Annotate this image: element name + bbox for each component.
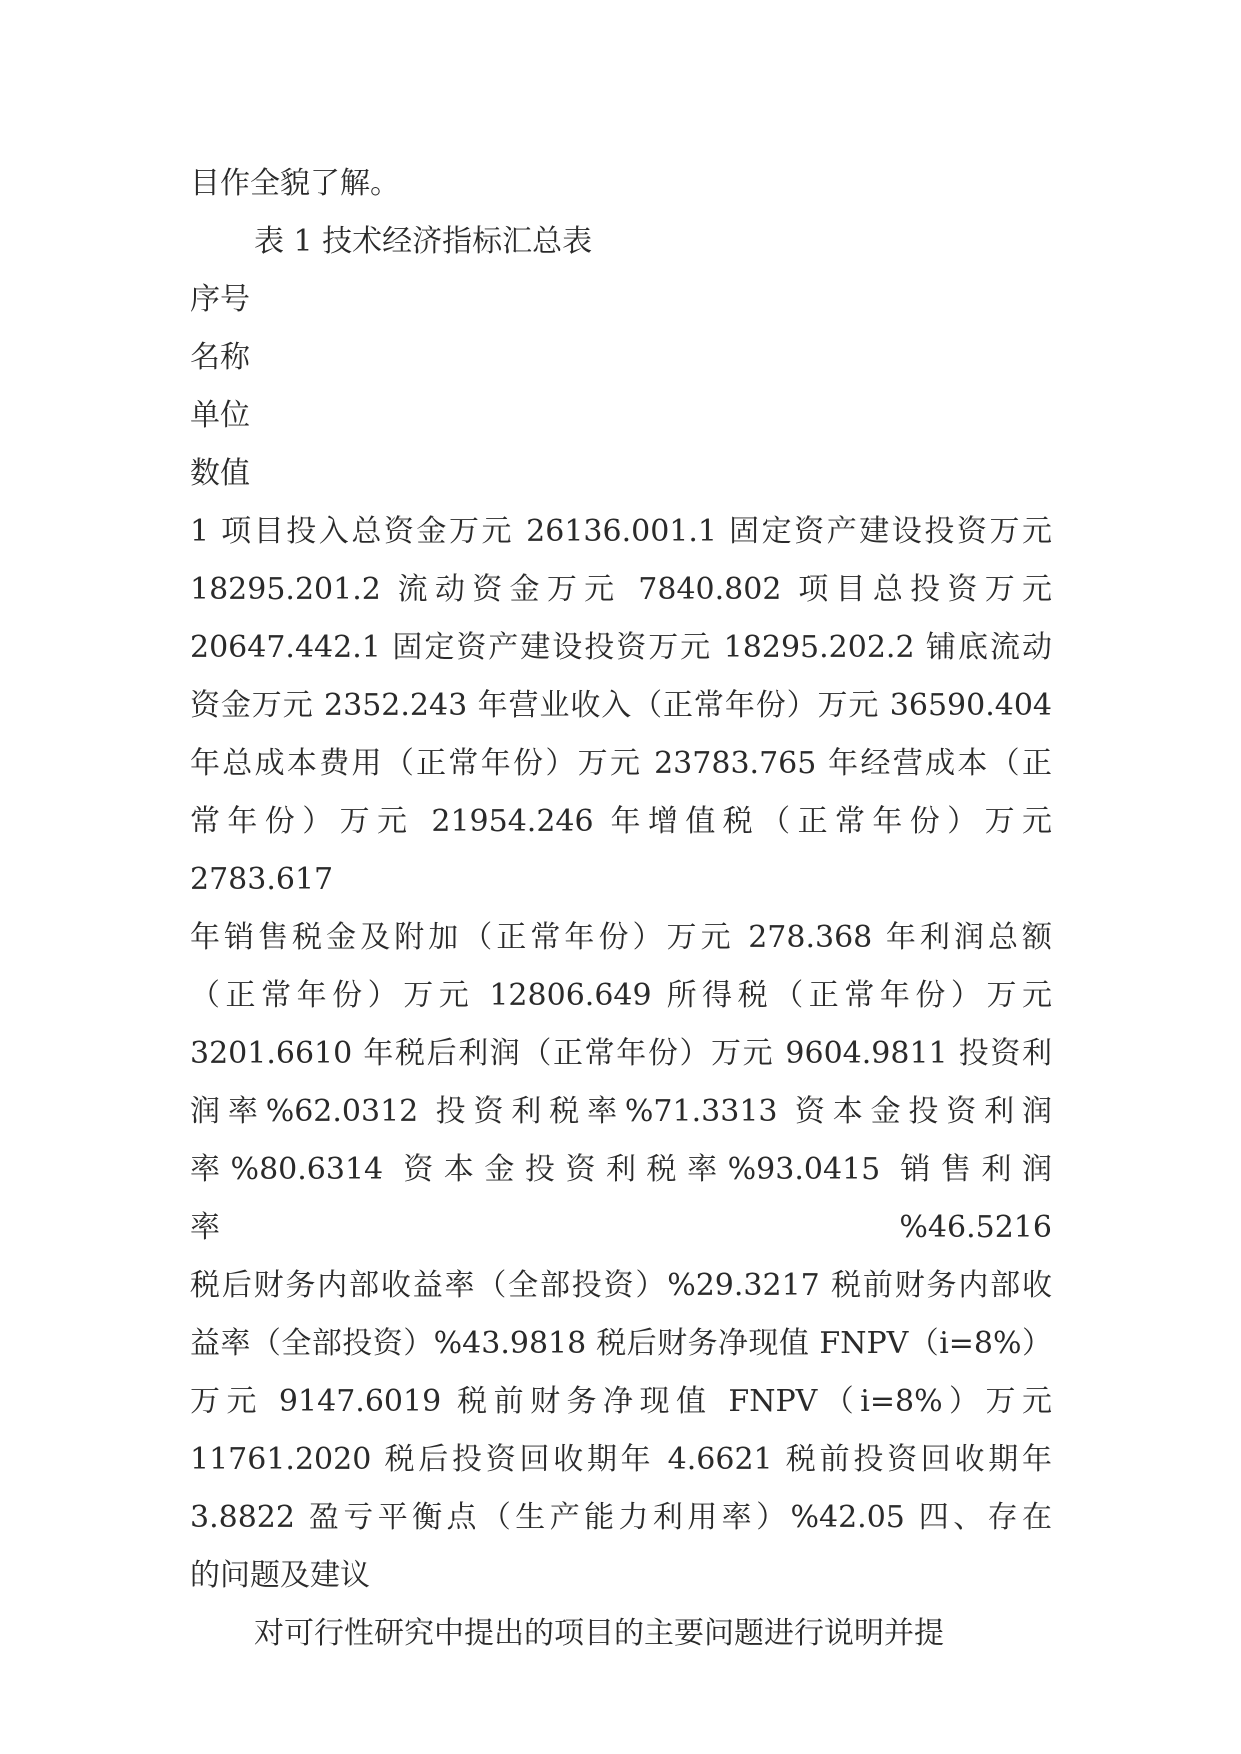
table-header-unit: 单位	[190, 398, 250, 433]
document-body	[190, 155, 1052, 1663]
table-body-line: 3201.6610 年税后利润（正常年份）万元 9604.9811 投资利	[190, 1036, 1052, 1071]
table-body-line: 年销售税金及附加（正常年份）万元 278.368 年利润总额	[190, 920, 1052, 955]
table-body-line: 润率%62.0312 投资利税率%71.3313 资本金投资利润	[190, 1094, 1052, 1129]
table-body-line: 率%80.6314 资本金投资利税率%93.0415 销售利润率%46.5216	[190, 1152, 1052, 1245]
table-body-line: 11761.2020 税后投资回收期年 4.6621 税前投资回收期年	[190, 1442, 1052, 1477]
intro-tail: 目作全貌了解。	[190, 166, 400, 201]
table-body-line: 年总成本费用（正常年份）万元 23783.765 年经营成本（正	[190, 746, 1052, 781]
table-header-index: 序号	[190, 282, 250, 317]
table-body-line: 常年份）万元 21954.246 年增值税（正常年份）万元 2783.617	[190, 804, 1052, 897]
table-body-line: （正常年份）万元 12806.649 所得税（正常年份）万元	[190, 978, 1052, 1013]
table-body-line: 益率（全部投资）%43.9818 税后财务净现值 FNPV（i=8%）	[190, 1326, 1052, 1361]
table-body-line: 万元 9147.6019 税前财务净现值 FNPV（i=8%）万元	[190, 1384, 1052, 1419]
table-header-value: 数值	[190, 456, 250, 491]
table-body-line: 20647.442.1 固定资产建设投资万元 18295.202.2 铺底流动	[190, 630, 1052, 665]
table-body-line: 3.8822 盈亏平衡点（生产能力利用率）%42.05 四、存在	[190, 1500, 1052, 1535]
closing-paragraph: 对可行性研究中提出的项目的主要问题进行说明并提	[254, 1616, 944, 1651]
table-body-line: 18295.201.2 流动资金万元 7840.802 项目总投资万元	[190, 572, 1052, 607]
table-body-line: 税后财务内部收益率（全部投资）%29.3217 税前财务内部收	[190, 1268, 1052, 1303]
table-body-line: 1 项目投入总资金万元 26136.001.1 固定资产建设投资万元	[190, 514, 1052, 549]
section-heading-tail: 的问题及建议	[190, 1558, 370, 1593]
table-header-name: 名称	[190, 340, 250, 375]
table-body-line: 资金万元 2352.243 年营业收入（正常年份）万元 36590.404	[190, 688, 1052, 723]
table-title: 表 1 技术经济指标汇总表	[254, 224, 593, 259]
